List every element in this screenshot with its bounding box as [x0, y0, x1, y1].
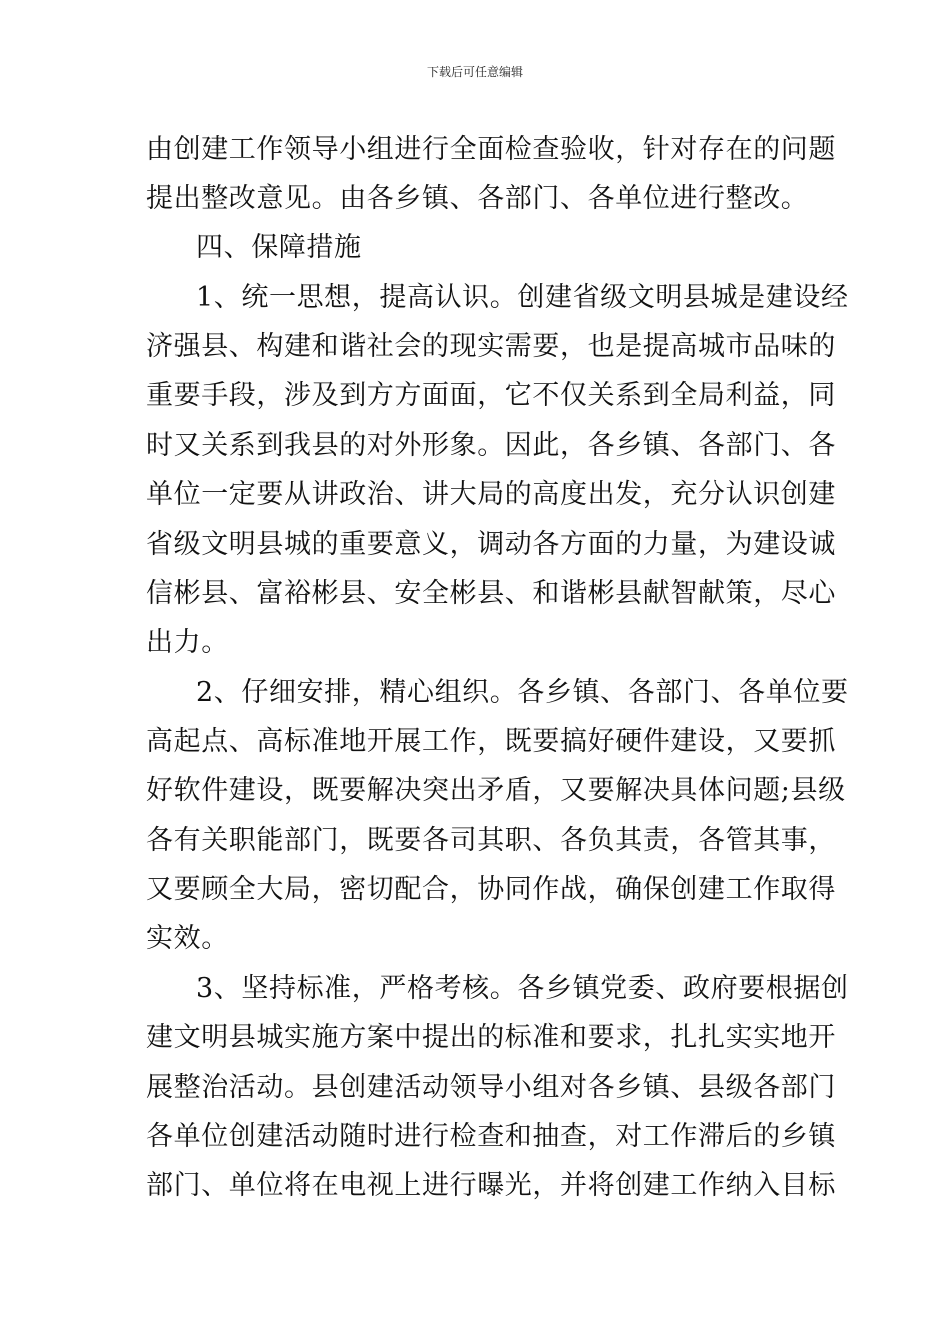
text-line: 由创建工作领导小组进行全面检查验收，针对存在的问题 — [146, 134, 836, 165]
text-line: 各单位创建活动随时进行检查和抽查，对工作滞后的乡镇 — [146, 1121, 836, 1152]
text-line: 济强县、构建和谐社会的现实需要，也是提高城市品味的 — [146, 331, 836, 362]
text-line: 各有关职能部门，既要各司其职、各负其责，各管其事， — [146, 825, 836, 856]
text-line: 实效。 — [146, 923, 229, 954]
text-line: 出力。 — [146, 627, 229, 658]
text-line: 展整治活动。县创建活动领导小组对各乡镇、县级各部门 — [146, 1072, 836, 1103]
page-header: 下载后可任意编辑 — [426, 65, 523, 79]
text-line: 3、坚持标准，严格考核。各乡镇党委、政府要根据创 — [196, 973, 849, 1004]
text-line: 建文明县城实施方案中提出的标准和要求，扎扎实实地开 — [146, 1022, 836, 1053]
text-line: 时又关系到我县的对外形象。因此，各乡镇、各部门、各 — [146, 430, 836, 461]
text-line: 信彬县、富裕彬县、安全彬县、和谐彬县献智献策，尽心 — [146, 578, 836, 609]
text-line: 又要顾全大局，密切配合，协同作战，确保创建工作取得 — [146, 874, 836, 905]
text-line: 提出整改意见。由各乡镇、各部门、各单位进行整改。 — [146, 183, 809, 214]
text-line: 部门、单位将在电视上进行曝光，并将创建工作纳入目标 — [146, 1170, 836, 1201]
text-line: 省级文明县城的重要意义，调动各方面的力量，为建设诚 — [146, 529, 836, 560]
text-line: 2、仔细安排，精心组织。各乡镇、各部门、各单位要 — [196, 677, 849, 708]
text-line: 重要手段，涉及到方方面面，它不仅关系到全局利益，同 — [146, 380, 836, 411]
text-line: 单位一定要从讲政治、讲大局的高度出发，充分认识创建 — [146, 479, 836, 510]
section-heading: 四、保障措施 — [196, 232, 362, 263]
text-line: 好软件建设，既要解决突出矛盾，又要解决具体问题;县级 — [146, 775, 846, 806]
text-line: 1、统一思想，提高认识。创建省级文明县城是建设经 — [196, 282, 849, 313]
text-line: 高起点、高标准地开展工作，既要搞好硬件建设，又要抓 — [146, 726, 836, 757]
